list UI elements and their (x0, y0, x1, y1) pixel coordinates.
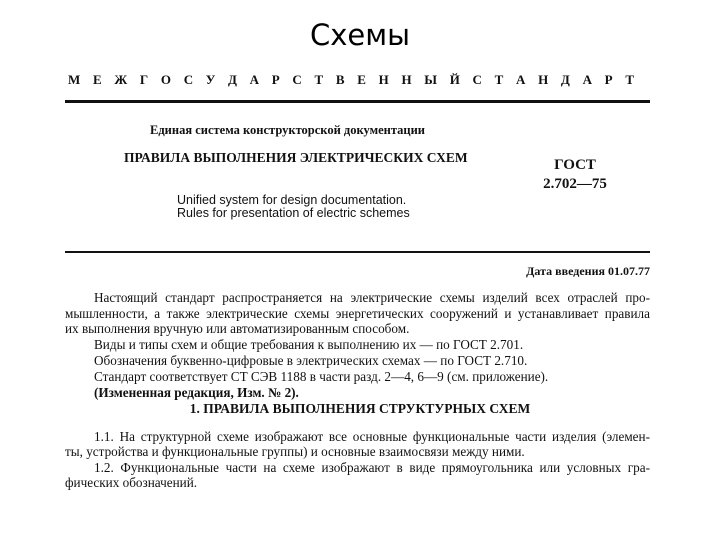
document-title-en-2: Rules for presentation of electric schemes (177, 206, 410, 220)
section-line: 1.2. Функциональные части на схеме изображают в виде прямоугольника или условных гра- (94, 460, 650, 475)
divider-top (65, 100, 650, 103)
intro-line: мышленности, а также электрические схемы энергетических сооружений и устанавливает правила (65, 306, 650, 321)
intro-line: Виды и типы схем и общие требования к выполнению их — по ГОСТ 2.701. (94, 337, 524, 352)
document-title-ru: ПРАВИЛА ВЫПОЛНЕНИЯ ЭЛЕКТРИЧЕСКИХ СХЕМ (124, 150, 468, 165)
intro-line: их выполнения вручную или автоматизированным способом. (65, 321, 410, 336)
intro-line: Обозначения буквенно-цифровые в электрических схемах — по ГОСТ 2.710. (94, 353, 528, 368)
divider-bottom (65, 251, 650, 253)
intro-line: Настоящий стандарт распространяется на электрические схемы изделий всех отраслей про- (94, 290, 650, 305)
intro-line: Стандарт соответствует СТ СЭВ 1188 в части разд. 2—4, 6—9 (см. приложение). (94, 369, 549, 384)
section-line: ты, устройства и функциональные группы) и основные взаимосвязи между ними. (65, 444, 525, 459)
section-line: 1.1. На структурной схеме изображают все основные функциональные части изделия (элемен- (94, 429, 650, 444)
document-title-en-1: Unified system for design documentation. (177, 193, 407, 207)
standard-header: М Е Ж Г О С У Д А Р С Т В Е Н Н Ы Й С Т А Н Д А Р Т (68, 72, 634, 87)
section-heading: 1. ПРАВИЛА ВЫПОЛНЕНИЯ СТРУКТУРНЫХ СХЕМ (189, 401, 531, 416)
revision-note: (Измененная редакция, Изм. № 2). (94, 385, 299, 400)
system-name: Единая система конструкторской документации (150, 123, 425, 137)
gost-number: 2.702—75 (543, 176, 607, 192)
section-line: фических обозначений. (65, 475, 198, 490)
gost-label: ГОСТ (554, 157, 596, 173)
effective-date: Дата введения 01.07.77 (526, 264, 650, 278)
slide-title: Схемы (309, 18, 411, 52)
